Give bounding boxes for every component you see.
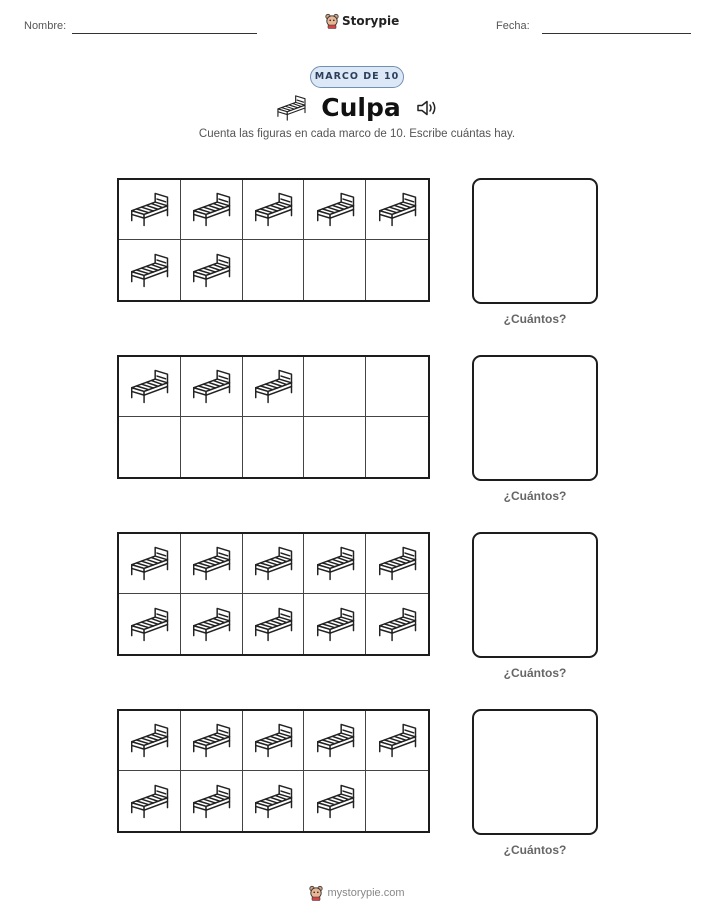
bed-icon (376, 606, 418, 643)
bed-icon (190, 545, 232, 582)
ten-frame-cell (243, 357, 305, 417)
bed-icon (376, 191, 418, 228)
bed-icon (190, 722, 232, 759)
ten-frame-cell (119, 594, 181, 654)
ten-frame-cell (181, 180, 243, 240)
ten-frame-cell (243, 534, 305, 594)
brand-name: Storypie (342, 14, 400, 28)
worksheet-type-badge: MARCO DE 10 (310, 66, 404, 88)
bed-icon (128, 783, 170, 820)
answer-box-1[interactable] (472, 178, 598, 304)
instructions: Cuenta las figuras en cada marco de 10. Escribe cuántas hay. (198, 128, 516, 140)
how-many-label-4: ¿Cuántos? (503, 843, 567, 857)
page-title: Culpa (321, 93, 401, 122)
bed-icon (252, 722, 294, 759)
ten-frame-cell (304, 534, 366, 594)
answer-box-4[interactable] (472, 709, 598, 835)
ten-frame-cell (243, 771, 305, 831)
bed-icon (190, 606, 232, 643)
ten-frame-cell (366, 180, 428, 240)
ten-frame-cell (304, 711, 366, 771)
ten-frame-cell (181, 417, 243, 477)
ten-frame-cell (243, 594, 305, 654)
bed-icon (128, 722, 170, 759)
ten-frame-cell (119, 180, 181, 240)
bed-icon (314, 606, 356, 643)
ten-frame-cell (304, 180, 366, 240)
ten-frame-2 (117, 355, 430, 479)
name-field-line[interactable] (72, 33, 257, 34)
bed-icon (314, 783, 356, 820)
ten-frame-cell (366, 594, 428, 654)
ten-frame-cell (181, 534, 243, 594)
bed-icon (376, 545, 418, 582)
bed-icon (275, 94, 307, 122)
footer-site: mystorypie.com (327, 887, 405, 899)
bed-icon (128, 191, 170, 228)
how-many-label-1: ¿Cuántos? (503, 312, 567, 326)
bed-icon (128, 606, 170, 643)
bed-icon (190, 191, 232, 228)
ten-frame-cell (243, 417, 305, 477)
title-row (0, 93, 714, 122)
ten-frame-cell (366, 240, 428, 300)
bed-icon (190, 252, 232, 289)
bed-icon (252, 191, 294, 228)
ten-frame-cell (304, 771, 366, 831)
ten-frame-cell (181, 711, 243, 771)
ten-frame-cell (243, 711, 305, 771)
bed-icon (314, 722, 356, 759)
ten-frame-cell (119, 711, 181, 771)
answer-box-3[interactable] (472, 532, 598, 658)
ten-frame-cell (366, 771, 428, 831)
ten-frame-cell (181, 240, 243, 300)
bed-icon (128, 545, 170, 582)
ten-frame-cell (304, 594, 366, 654)
footer-logo-icon (309, 885, 323, 901)
ten-frame-cell (181, 594, 243, 654)
storypie-logo-icon (325, 13, 339, 29)
bed-icon (376, 722, 418, 759)
ten-frame-3 (117, 532, 430, 656)
ten-frame-cell (243, 240, 305, 300)
bed-icon (314, 191, 356, 228)
bed-icon (128, 252, 170, 289)
date-label: Fecha: (496, 20, 530, 32)
name-label: Nombre: (24, 20, 67, 32)
ten-frame-cell (366, 711, 428, 771)
ten-frame-cell (181, 771, 243, 831)
how-many-label-2: ¿Cuántos? (503, 489, 567, 503)
ten-frame-4 (117, 709, 430, 833)
ten-frame-cell (119, 771, 181, 831)
bed-icon (190, 368, 232, 405)
ten-frame-cell (304, 240, 366, 300)
ten-frame-cell (119, 534, 181, 594)
ten-frame-cell (304, 357, 366, 417)
speaker-icon[interactable] (415, 99, 439, 117)
how-many-label-3: ¿Cuántos? (503, 666, 567, 680)
ten-frame-cell (366, 417, 428, 477)
ten-frame-cell (366, 534, 428, 594)
footer (0, 885, 714, 901)
answer-box-2[interactable] (472, 355, 598, 481)
bed-icon (190, 783, 232, 820)
date-field-line[interactable] (542, 33, 691, 34)
bed-icon (314, 545, 356, 582)
ten-frame-cell (243, 180, 305, 240)
ten-frame-cell (366, 357, 428, 417)
bed-icon (252, 606, 294, 643)
ten-frame-1 (117, 178, 430, 302)
ten-frame-cell (304, 417, 366, 477)
brand (325, 13, 399, 29)
ten-frame-cell (181, 357, 243, 417)
bed-icon (252, 545, 294, 582)
ten-frame-cell (119, 240, 181, 300)
ten-frame-cell (119, 357, 181, 417)
bed-icon (128, 368, 170, 405)
bed-icon (252, 368, 294, 405)
ten-frame-cell (119, 417, 181, 477)
bed-icon (252, 783, 294, 820)
